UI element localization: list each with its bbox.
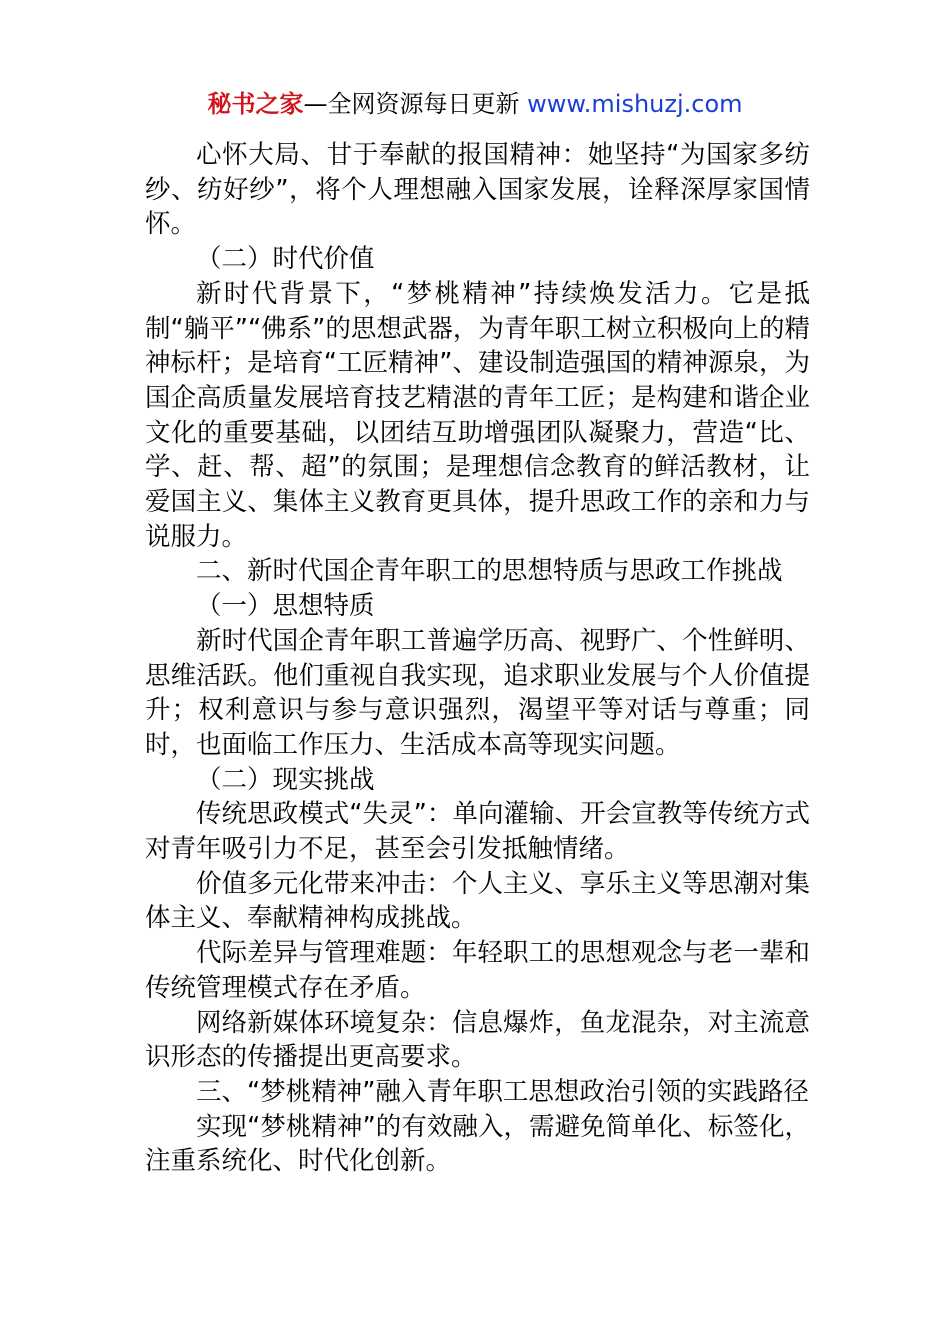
paragraph-challenge-new-media: 网络新媒体环境复杂：信息爆炸，鱼龙混杂，对主流意识形态的传播提出更高要求。 (145, 1007, 810, 1073)
paragraph-challenge-traditional-mode: 传统思政模式“失灵”：单向灌输、开会宣教等传统方式对青年吸引力不足，甚至会引发抵触情绪。 (145, 799, 810, 865)
section-heading-two: 二、新时代国企青年职工的思想特质与思政工作挑战 (196, 556, 783, 587)
page-header (0, 88, 950, 120)
paragraph-thought-traits: 新时代国企青年职工普遍学历高、视野广、个性鲜明、思维活跃。他们重视自我实现，追求职业发展与个人价值提升；权利意识与参与意识强烈，渴望平等对话与尊重；同时，也面临工作压力、生活成本高等现实问题。 (145, 625, 810, 760)
paragraph-effective-integration: 实现“梦桃精神”的有效融入，需避免简单化、标签化，注重系统化、时代化创新。 (145, 1111, 810, 1177)
paragraph-challenge-generation-gap: 代际差异与管理难题：年轻职工的思想观念与老一辈和传统管理模式存在矛盾。 (145, 938, 810, 1003)
header-brand: 秘书之家 (207, 90, 304, 118)
subheading-era-value: （二）时代价值 (196, 244, 375, 275)
header-tagline: —全网资源每日更新 (303, 90, 520, 118)
subheading-real-challenges: （二）现实挑战 (196, 764, 375, 795)
header-url-link[interactable]: www.mishuzj.com (527, 90, 743, 118)
document-body (145, 138, 810, 1179)
paragraph-era-value: 新时代背景下，“梦桃精神”持续焕发活力。它是抵制“躺平”“佛系”的思想武器，为青年职工树立积极向上的精神标杆；是培育“工匠精神”、建设制造强国的精神源泉，为国企高质量发展培育技艺精湛的青年工匠；是构建和谐企业文化的重要基础，以团结互助增强团队凝聚力，营造“比、学、赶、帮、超”的氛围；是理想信念教育的鲜活教材，让爱国主义、集体主义教育更具体，提升思政工作的亲和力与说服力。 (145, 278, 810, 552)
section-heading-three: 三、“梦桃精神”融入青年职工思想政治引领的实践路径 (196, 1076, 809, 1107)
paragraph-challenge-value-diversity: 价值多元化带来冲击：个人主义、享乐主义等思潮对集体主义、奉献精神构成挑战。 (145, 868, 810, 934)
subheading-thought-traits: （一）思想特质 (196, 591, 375, 622)
paragraph-patriotic-spirit: 心怀大局、甘于奉献的报国精神：她坚持“为国家多纺纱、纺好纱”，将个人理想融入国家发展，诠释深厚家国情怀。 (145, 140, 810, 240)
